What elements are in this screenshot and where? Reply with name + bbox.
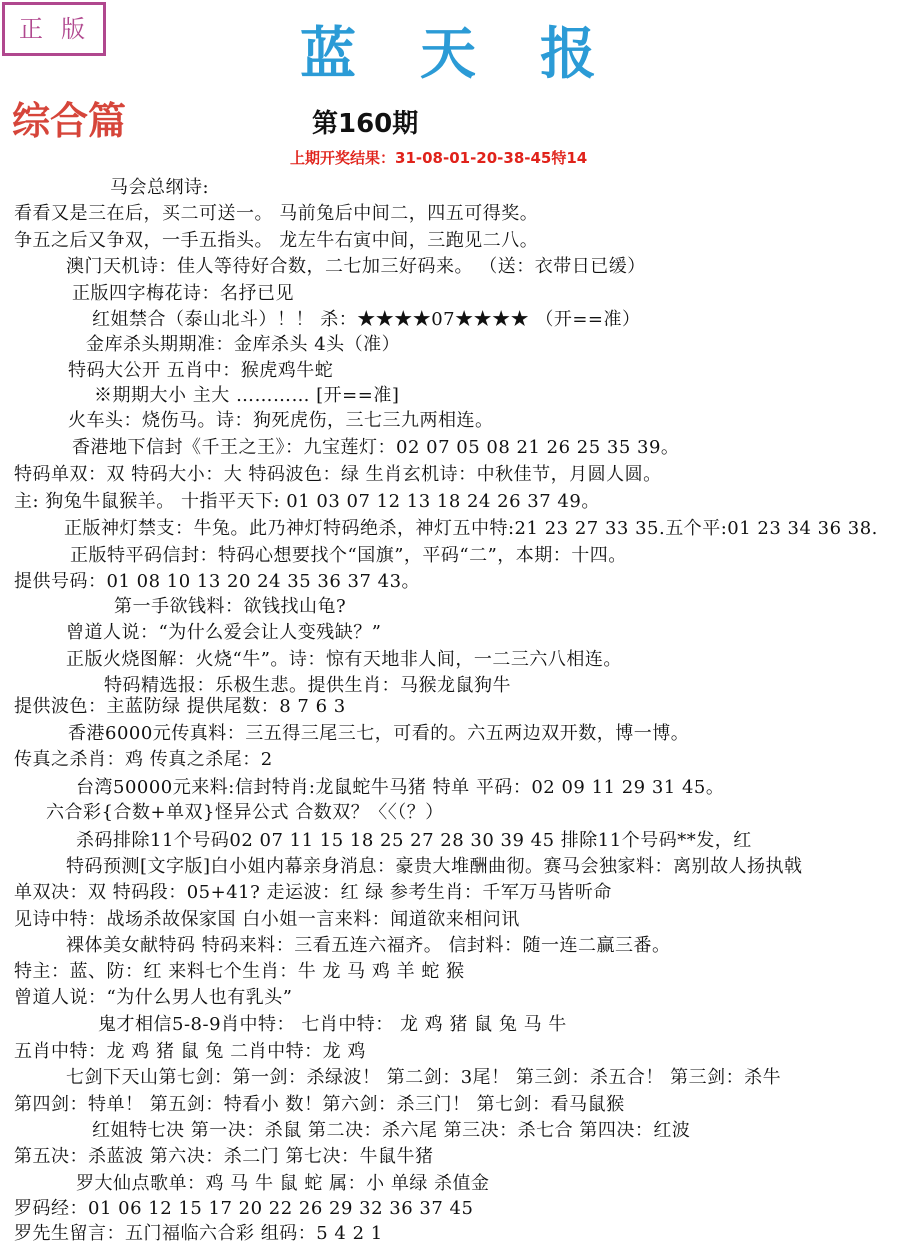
article-line: 曾道人说：“为什么男人也有乳头” bbox=[14, 987, 293, 1008]
article-line: 正版火烧图解：火烧“牛”。诗：惊有天地非人间，一二三六八相连。 bbox=[66, 649, 622, 670]
article-line: 七剑下天山第七剑：第一剑：杀绿波！ 第二剑：3尾！ 第三剑：杀五合！ 第三剑：杀牛 bbox=[66, 1067, 782, 1088]
article-line: 台湾50000元来料:信封特肖:龙鼠蛇牛马猪 特单 平码：02 09 11 29 31 45。 bbox=[76, 777, 725, 798]
masthead-title: 蓝天报 bbox=[300, 21, 660, 87]
article-line: 正版特平码信封：特码心想要找个“国旗”，平码“二”，本期：十四。 bbox=[70, 545, 627, 566]
issue-number: 第160期 bbox=[312, 109, 419, 139]
article-line: 争五之后又争双，一手五指头。 龙左牛右寅中间，三跑见二八。 bbox=[14, 230, 539, 251]
article-line: 金库杀头期期准：金库杀头 4头（准） bbox=[86, 334, 401, 355]
article-line: 五肖中特：龙 鸡 猪 鼠 兔 二肖中特：龙 鸡 bbox=[14, 1041, 366, 1062]
article-line: 澳门天机诗：佳人等待好合数，二七加三好码来。 （送：衣带日已缓） bbox=[66, 256, 646, 277]
article-line: 罗先生留言：五门福临六合彩 组码：5 4 2 1 bbox=[14, 1223, 383, 1244]
article-line: 鬼才相信5-8-9肖中特： 七肖中特： 龙 鸡 猪 鼠 兔 马 牛 bbox=[98, 1014, 567, 1035]
article-line: 特码单双：双 特码大小：大 特码波色：绿 生肖玄机诗：中秋佳节，月圆人圆。 bbox=[14, 464, 662, 485]
article-line: 正版四字梅花诗：名抒已见 bbox=[72, 283, 294, 304]
article-line: 特主：蓝、防：红 来料七个生肖：牛 龙 马 鸡 羊 蛇 猴 bbox=[14, 961, 465, 982]
article-line: 红姐禁合（泰山北斗）！！ 杀：★★★★07★★★★ （开==准） bbox=[92, 309, 641, 330]
article-line: 看看又是三在后，买二可送一。 马前兔后中间二，四五可得奖。 bbox=[14, 203, 539, 224]
article-line: 提供号码：01 08 10 13 20 24 35 36 37 43。 bbox=[14, 571, 421, 592]
article-line: 见诗中特：战场杀故保家国 白小姐一言来料：闻道欲来相问讯 bbox=[14, 909, 520, 930]
article-line: 提供波色：主蓝防绿 提供尾数：8 7 6 3 bbox=[14, 696, 346, 717]
article-line: 特码预测[文字版]白小姐内幕亲身消息：豪贵大堆酬曲彻。赛马会独家料：离别故人扬执戟 bbox=[66, 856, 803, 877]
article-line: ※期期大小 主大 ………… [开==准] bbox=[94, 385, 400, 406]
article-line: 特码精选报：乐极生悲。提供生肖：马猴龙鼠狗牛 bbox=[104, 675, 511, 696]
article-line: 香港地下信封《千王之王》：九宝莲灯：02 07 05 08 21 26 25 35 39。 bbox=[72, 437, 680, 458]
article-line: 第一手欲钱料：欲钱找山龟? bbox=[114, 596, 347, 617]
last-draw-result: 上期开奖结果：31-08-01-20-38-45特14 bbox=[290, 149, 588, 167]
article-line: 传真之杀肖：鸡 传真之杀尾：2 bbox=[14, 749, 273, 770]
article-line: 正版神灯禁支：牛兔。此乃神灯特码绝杀，神灯五中特:21 23 27 33 35.五个平:01 23 34 36 38. bbox=[64, 518, 878, 539]
section-title: 综合篇 bbox=[12, 98, 127, 143]
article-line: 曾道人说：“为什么爱会让人变残缺？” bbox=[66, 622, 382, 643]
article-line: 六合彩{合数+单双}怪异公式 合数双？〈〈（？） bbox=[46, 802, 444, 823]
article-line: 杀码排除11个号码02 07 11 15 18 25 27 28 30 39 45 排除11个号码**发，红 bbox=[76, 830, 752, 851]
article-line: 马会总纲诗: bbox=[110, 177, 210, 198]
article-line: 红姐特七决 第一决：杀鼠 第二决：杀六尾 第三决：杀七合 第四决：红波 bbox=[92, 1120, 691, 1141]
article-line: 裸体美女献特码 特码来料：三看五连六福齐。 信封料：随一连二赢三番。 bbox=[66, 935, 671, 956]
article-line: 火车头：烧伤马。诗：狗死虎伤，三七三九两相连。 bbox=[68, 410, 494, 431]
article-line: 罗码经：01 06 12 15 17 20 22 26 29 32 36 37 45 bbox=[14, 1198, 474, 1219]
article-line: 单双决：双 特码段：05+41? 走运波：红 绿 参考生肖：千军万马皆听命 bbox=[14, 882, 612, 903]
genuine-edition-badge: 正版 bbox=[2, 2, 106, 56]
article-line: 第四剑：特单！ 第五剑：特看小 数！第六剑：杀三门！ 第七剑：看马鼠猴 bbox=[14, 1094, 625, 1115]
article-line: 香港6000元传真料：三五得三尾三七，可看的。六五两边双开数，博一博。 bbox=[68, 723, 690, 744]
article-line: 罗大仙点歌单：鸡 马 牛 鼠 蛇 属：小 单绿 杀值金 bbox=[76, 1173, 490, 1194]
article-line: 特码大公开 五肖中：猴虎鸡牛蛇 bbox=[68, 360, 334, 381]
article-line: 第五决：杀蓝波 第六决：杀二门 第七决：牛鼠牛猪 bbox=[14, 1146, 434, 1167]
article-line: 主: 狗兔牛鼠猴羊。 十指平天下: 01 03 07 12 13 18 24 26 37 49。 bbox=[14, 491, 600, 512]
